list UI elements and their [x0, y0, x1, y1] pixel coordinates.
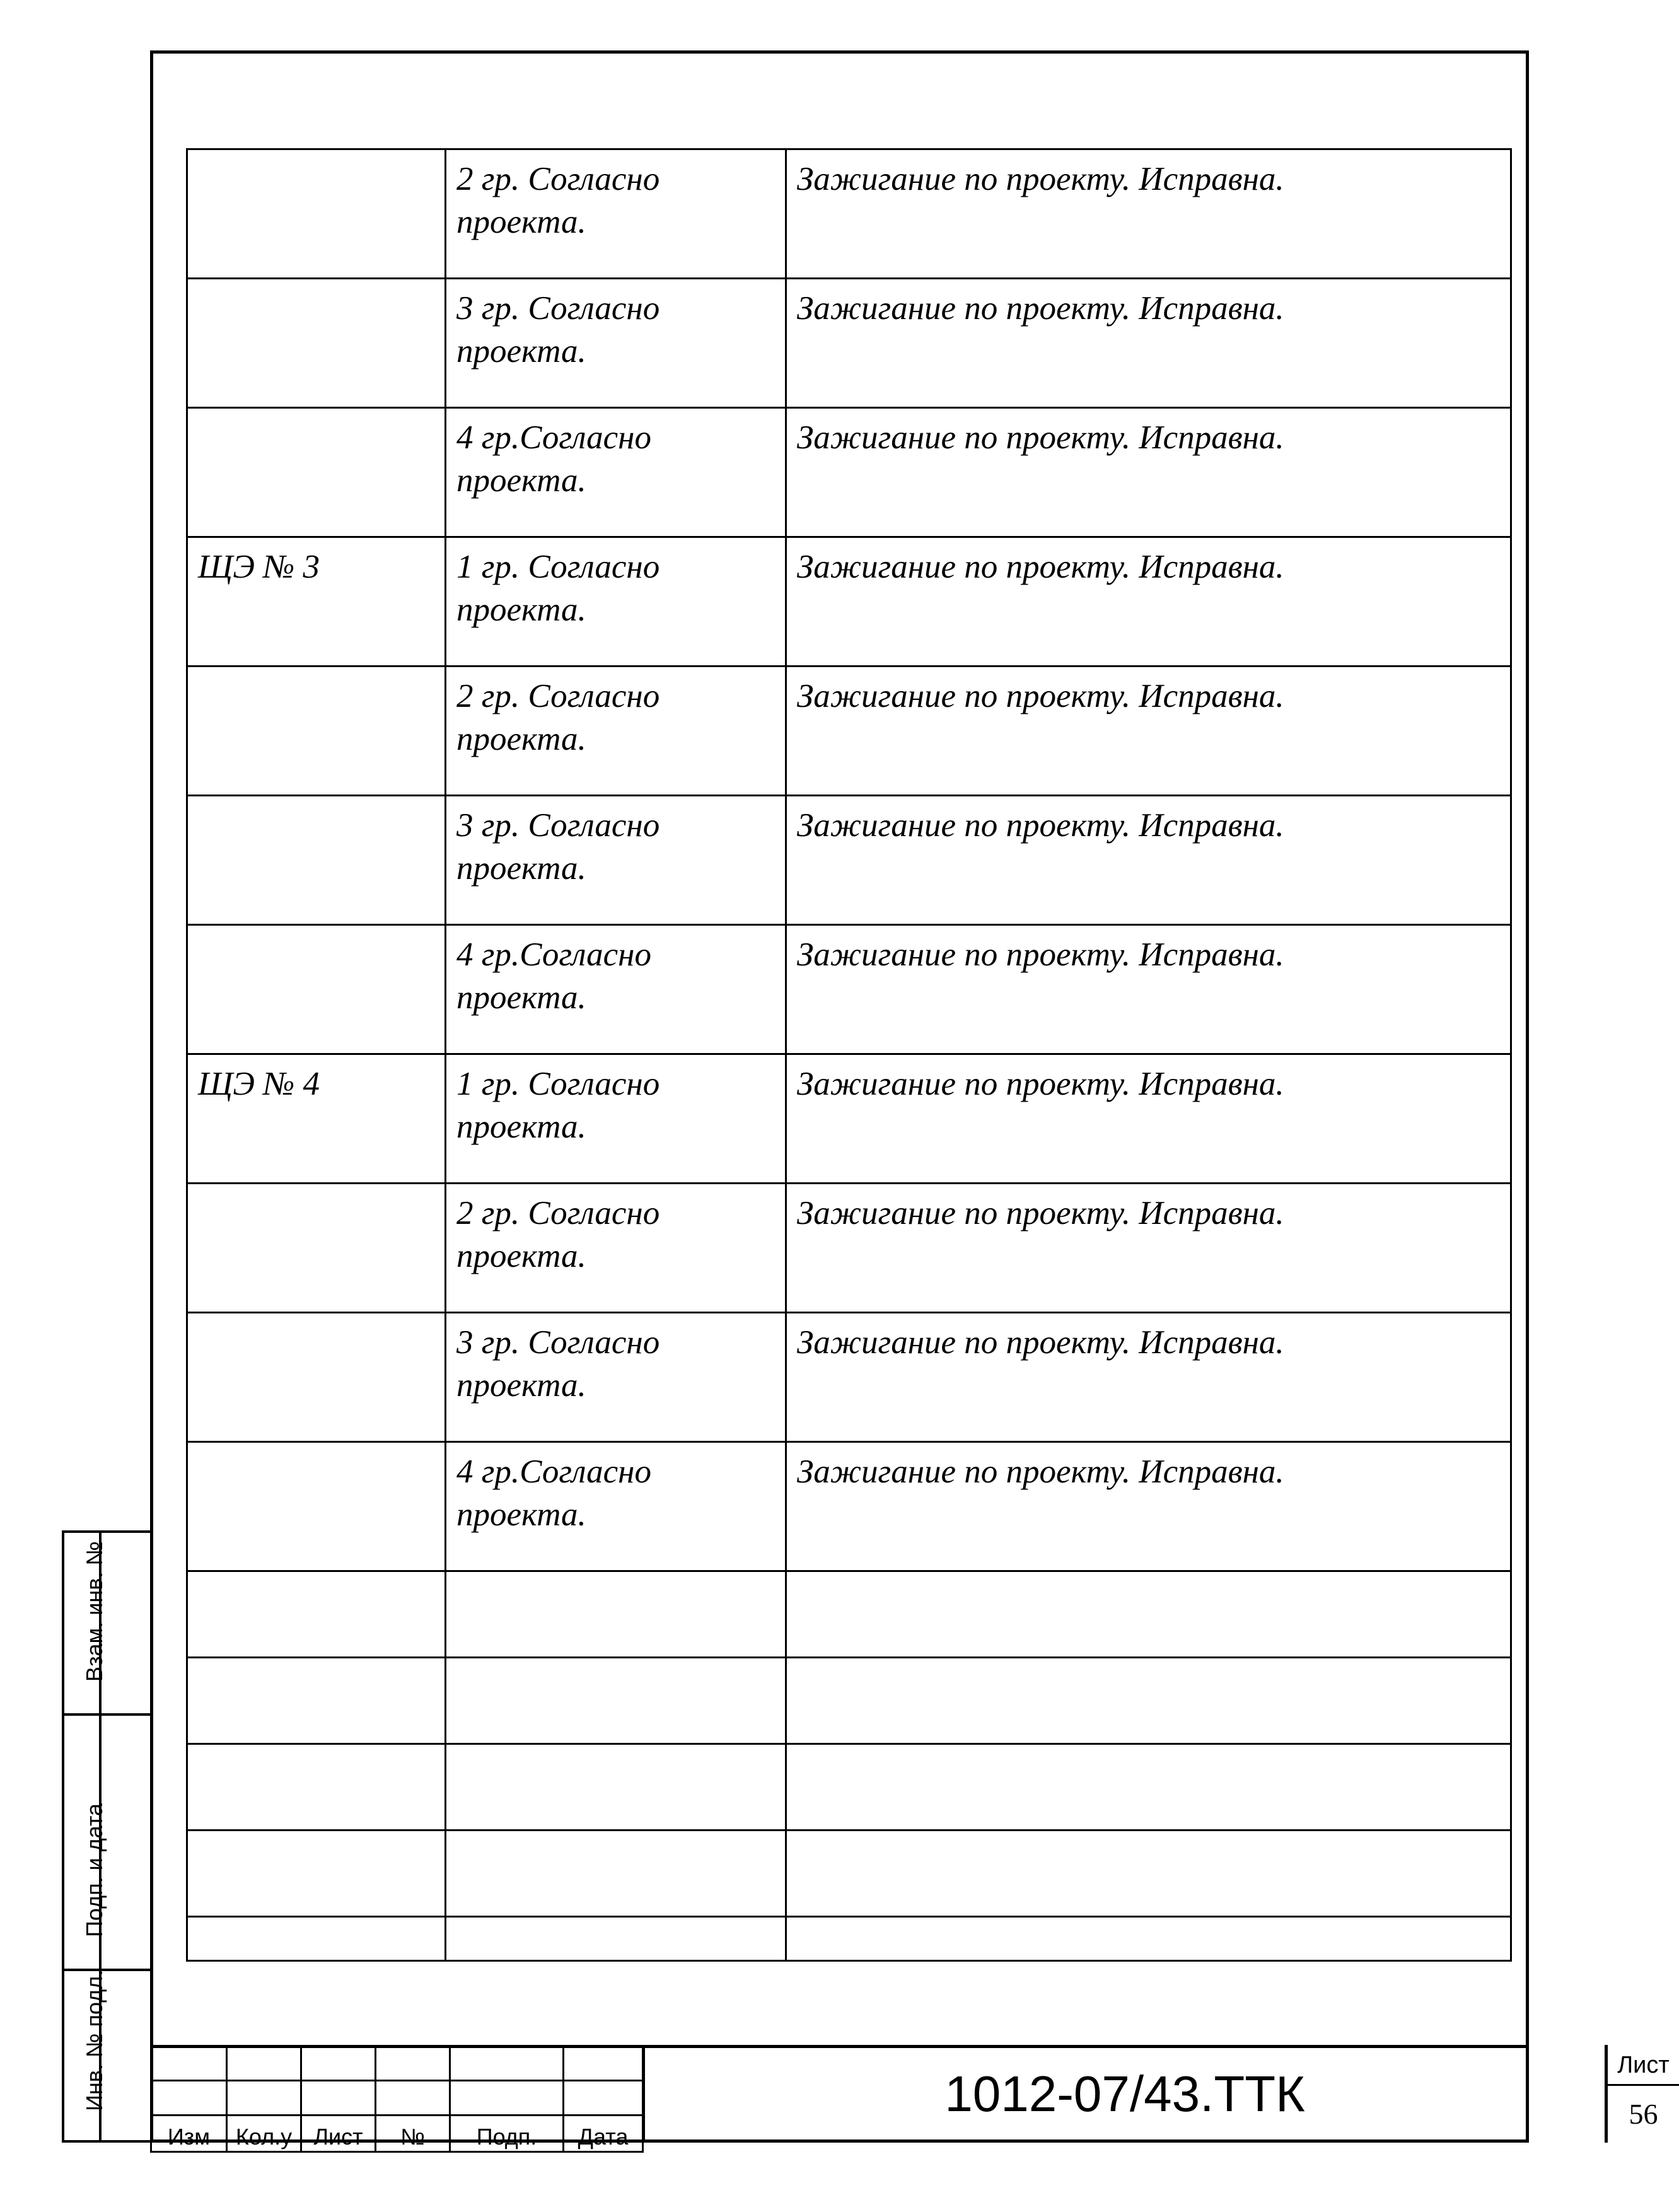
cell-group: 1 гр. Согласно проекта. [446, 1054, 786, 1184]
empty-row [187, 1571, 1511, 1658]
table-row [187, 796, 1511, 925]
empty-cell [187, 1744, 446, 1831]
cell-panel [187, 925, 446, 1054]
cell-panel: ЩЭ № 3 [187, 537, 446, 667]
cell-result: Зажигание по проекту. Исправна. [786, 149, 1511, 279]
cell-panel [187, 1442, 446, 1571]
table-row [187, 1442, 1511, 1571]
cell-panel [187, 1184, 446, 1313]
header-kol-uch: Кол.у [227, 2116, 301, 2152]
cell-panel [187, 667, 446, 796]
cell-group: 3 гр. Согласно проекта. [446, 1313, 786, 1442]
inspection-table-body [187, 149, 1511, 1961]
side-label-podp-data: Подп. и дата [81, 1803, 107, 1937]
cell-result: Зажигание по проекту. Исправна. [786, 1442, 1511, 1571]
cell-result: Зажигание по проекту. Исправна. [786, 279, 1511, 408]
empty-cell [446, 1831, 786, 1917]
cell-panel: ЩЭ № 4 [187, 1054, 446, 1184]
header-podp: Подп. [450, 2116, 564, 2152]
empty-cell [786, 1744, 1511, 1831]
table-row [187, 1054, 1511, 1184]
empty-cell [187, 1658, 446, 1744]
sheet-label: Лист [1608, 2045, 1679, 2086]
inspection-table [186, 148, 1512, 1962]
cell-group: 3 гр. Согласно проекта. [446, 796, 786, 925]
header-data: Дата [564, 2116, 643, 2152]
title-block [150, 2045, 1670, 2150]
empty-row [187, 1831, 1511, 1917]
side-cell-inv-podl [64, 1971, 153, 2143]
empty-cell [446, 1658, 786, 1744]
table-row [187, 667, 1511, 796]
cell-result: Зажигание по проекту. Исправна. [786, 537, 1511, 667]
cell-result: Зажигание по проекту. Исправна. [786, 667, 1511, 796]
revision-grid [150, 2045, 644, 2153]
table-row [187, 925, 1511, 1054]
side-cell-podp-data [64, 1716, 153, 1971]
cell-panel [187, 408, 446, 537]
document-code: 1012-07/43.ТТК [944, 2065, 1305, 2122]
cell-group: 4 гр.Согласно проекта. [446, 408, 786, 537]
empty-cell [446, 1571, 786, 1658]
cell-result: Зажигание по проекту. Исправна. [786, 796, 1511, 925]
header-izm: Изм [151, 2116, 227, 2152]
cell-group: 4 гр.Согласно проекта. [446, 925, 786, 1054]
empty-cell [786, 1571, 1511, 1658]
cell-result: Зажигание по проекту. Исправна. [786, 925, 1511, 1054]
empty-cell [446, 1744, 786, 1831]
empty-cell [187, 1831, 446, 1917]
side-label-inv-podl: Инв. № подл. [81, 1969, 107, 2111]
side-label-vzam-inv: Взам. инв. № [81, 1540, 107, 1682]
empty-cell [786, 1658, 1511, 1744]
cell-result: Зажигание по проекту. Исправна. [786, 1054, 1511, 1184]
table-row [187, 1184, 1511, 1313]
header-list: Лист [301, 2116, 376, 2152]
empty-row [187, 1658, 1511, 1744]
table-row [187, 149, 1511, 279]
side-cell-vzam-inv [64, 1533, 153, 1716]
cell-group: 1 гр. Согласно проекта. [446, 537, 786, 667]
sheet-box [1605, 2045, 1679, 2143]
cell-panel [187, 279, 446, 408]
cell-group: 4 гр.Согласно проекта. [446, 1442, 786, 1571]
cell-result: Зажигание по проекту. Исправна. [786, 1184, 1511, 1313]
cell-panel [187, 1313, 446, 1442]
cell-panel [187, 149, 446, 279]
empty-row [187, 1744, 1511, 1831]
empty-cell [786, 1831, 1511, 1917]
header-nomer: № [376, 2116, 450, 2152]
cell-group: 3 гр. Согласно проекта. [446, 279, 786, 408]
empty-cell [187, 1571, 446, 1658]
empty-cell [446, 1917, 786, 1961]
table-row [187, 408, 1511, 537]
table-row [187, 1313, 1511, 1442]
cell-result: Зажигание по проекту. Исправна. [786, 1313, 1511, 1442]
cell-group: 2 гр. Согласно проекта. [446, 667, 786, 796]
cell-group: 2 гр. Согласно проекта. [446, 1184, 786, 1313]
empty-cell [786, 1917, 1511, 1961]
cell-panel [187, 796, 446, 925]
binding-strip [62, 1530, 150, 2143]
sheet-number: 56 [1629, 2098, 1658, 2130]
empty-cell [187, 1917, 446, 1961]
table-row [187, 537, 1511, 667]
cell-group: 2 гр. Согласно проекта. [446, 149, 786, 279]
empty-row [187, 1917, 1511, 1961]
table-row [187, 279, 1511, 408]
cell-result: Зажигание по проекту. Исправна. [786, 408, 1511, 537]
